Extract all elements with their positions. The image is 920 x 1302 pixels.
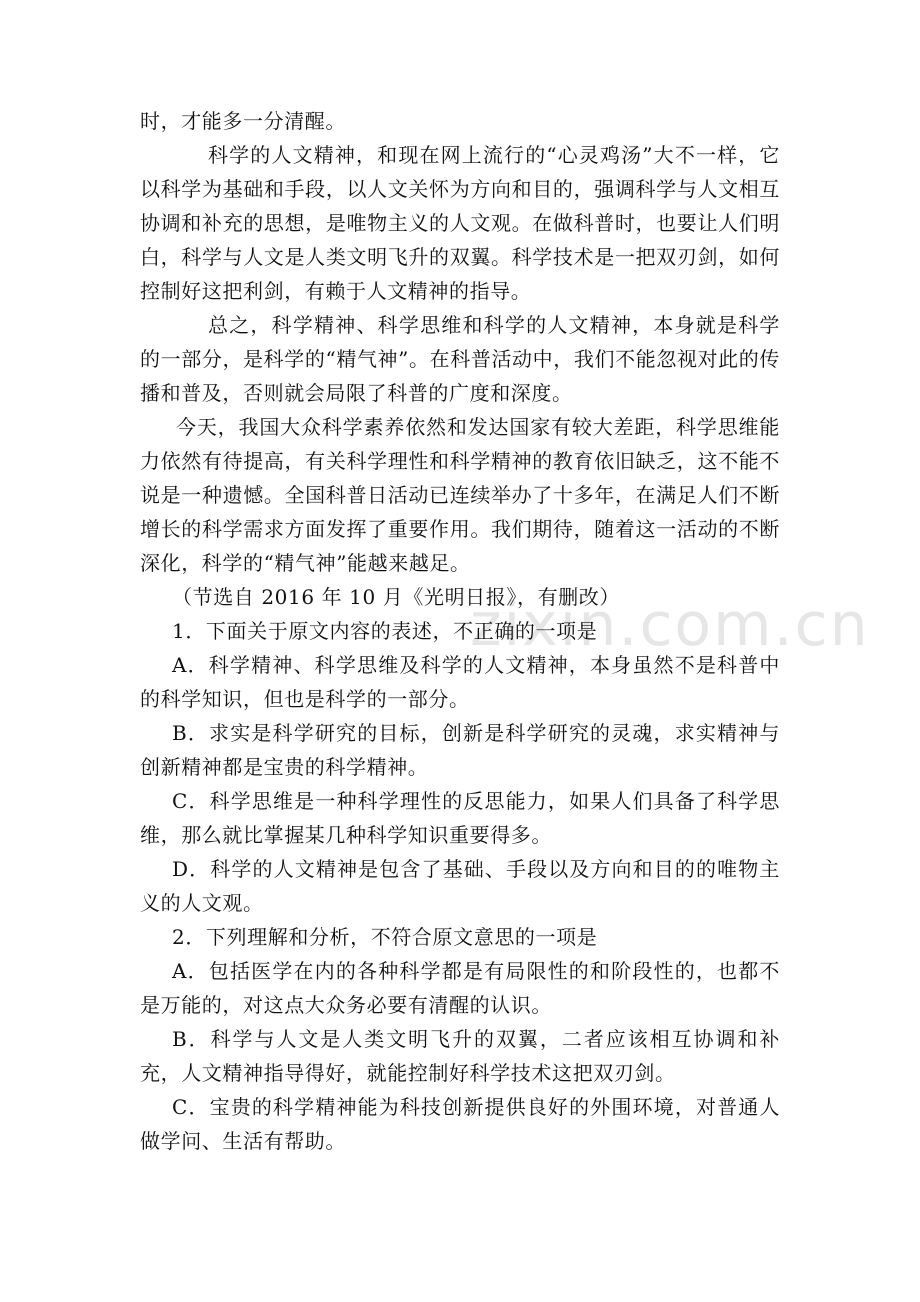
option-d: D．科学的人文精神是包含了基础、手段以及方向和目的的唯物主义的人文观。	[140, 857, 780, 915]
option-b: B．科学与人文是人类文明飞升的双翼，二者应该相互协调和补充，人文精神指导得好，就能控制好科学技术这把双刃剑。	[140, 1027, 780, 1085]
source-citation: （节选自 2016 年 10 月《光明日报》，有删改）	[172, 585, 620, 609]
document-page	[140, 104, 780, 1158]
option-b: B．求实是科学研究的目标，创新是科学研究的灵魂，求实精神与创新精神都是宝贵的科学精神。	[140, 721, 780, 779]
paragraph-humanistic-spirit: 科学的人文精神，和现在网上流行的“心灵鸡汤”大不一样，它以科学为基础和手段，以人文关怀为方向和目的，强调科学与人文相互协调和补充的思想，是唯物主义的人文观。在做科普时，也要让人们明白，科学与人文是人类文明飞升的双翼。科学技术是一把双刃剑，如何控制好这把利剑，有赖于人文精神的指导。	[140, 143, 780, 303]
question-1	[140, 614, 780, 920]
watermark: zixin.com.cn	[470, 590, 870, 660]
paragraph-summary: 总之，科学精神、科学思维和科学的人文精神，本身就是科学的一部分，是科学的“精气神”。在科普活动中，我们不能忽视对此的传播和普及，否则就会局限了科普的广度和深度。	[140, 313, 780, 405]
question-stem: 2．下列理解和分析，不符合原文意思的一项是	[172, 925, 598, 949]
option-a: A．包括医学在内的各种科学都是有局限性的和阶段性的，也都不是万能的，对这点大众务必要有清醒的认识。	[140, 959, 780, 1017]
paragraph-today: 今天，我国大众科学素养依然和发达国家有较大差距，科学思维能力依然有待提高，有关科学理性和科学精神的教育依旧缺乏，这不能不说是一种遗憾。全国科普日活动已连续举办了十多年，在满足人们不断增长的科学需求方面发挥了重要作用。我们期待，随着这一活动的不断深化，科学的“精气神”能越来越足。	[140, 415, 780, 575]
option-a: A．科学精神、科学思维及科学的人文精神，本身虽然不是科普中的科学知识，但也是科学的一部分。	[140, 653, 780, 711]
question-2	[140, 920, 780, 1158]
option-c: C．宝贵的科学精神能为科技创新提供良好的外围环境，对普通人做学问、生活有帮助。	[140, 1095, 780, 1153]
question-stem: 1．下面关于原文内容的表述，不正确的一项是	[172, 619, 598, 643]
option-c: C．科学思维是一种科学理性的反思能力，如果人们具备了科学思维，那么就比掌握某几种科学知识重要得多。	[140, 789, 780, 847]
paragraph-continuation: 时，才能多一分清醒。	[140, 109, 346, 133]
